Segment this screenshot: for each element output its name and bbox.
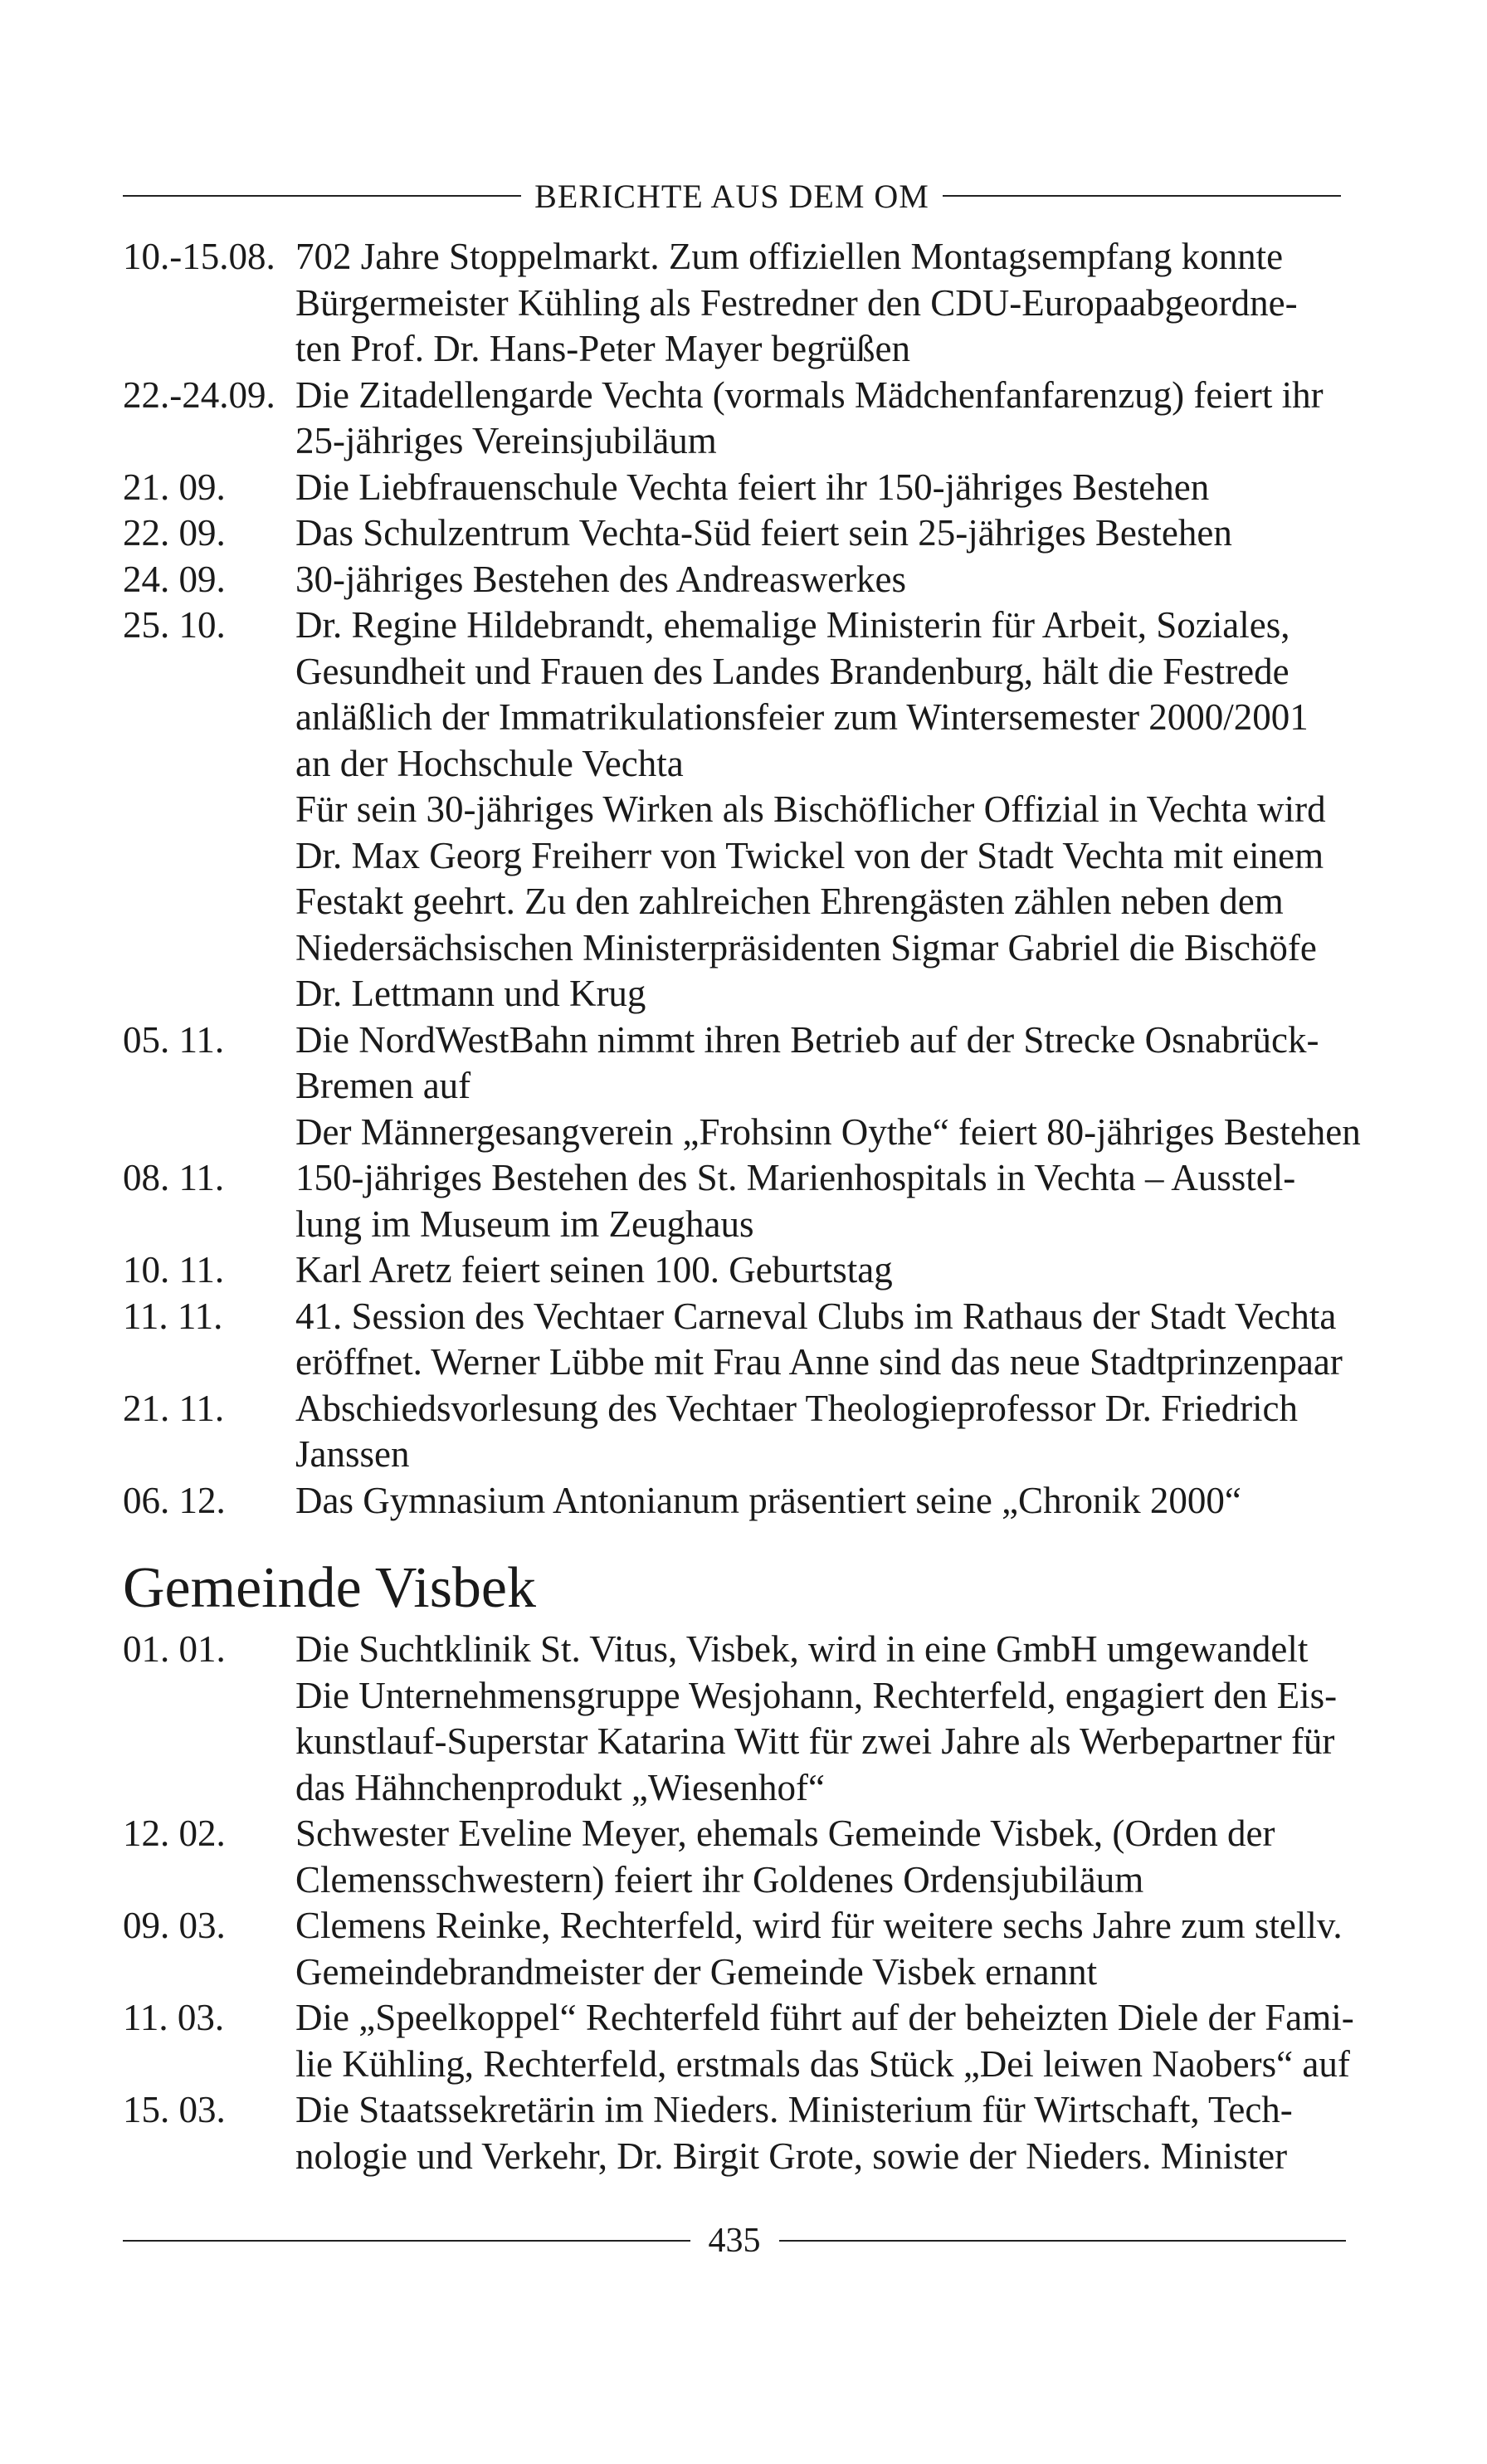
entry-text-line: Clemensschwestern) feiert ihr Goldenes Ordensjubiläum	[295, 1858, 1144, 1900]
entry-text	[295, 1478, 1346, 1525]
entry-text-line: Abschiedsvorlesung des Vechtaer Theologieprofessor Dr. Friedrich	[295, 1387, 1299, 1429]
entry-text	[295, 557, 1346, 603]
entry-text	[295, 603, 1346, 1017]
chronicle-entry	[123, 1247, 1346, 1294]
entry-date: 12. 02.	[123, 1813, 226, 1854]
chronicle-entry	[123, 1017, 1361, 1156]
entry-text-line: Das Schulzentrum Vechta-Süd feiert sein 25-jähriges Bestehen	[295, 512, 1232, 554]
chronicle-entry	[123, 1627, 1346, 1811]
entry-text-line: 150-jähriges Bestehen des St. Marienhospitals in Vechta – Ausstel-	[295, 1157, 1296, 1198]
entry-text-line: 41. Session des Vechtaer Carneval Clubs im Rathaus der Stadt Vechta	[295, 1295, 1337, 1337]
entry-text	[295, 1811, 1346, 1903]
entry-date: 05. 11.	[123, 1018, 225, 1061]
chronicle-entry	[123, 2087, 1346, 2179]
entry-date: 01. 01.	[123, 1628, 226, 1670]
entry-text-line: das Hähnchenprodukt „Wiesenhof“	[295, 1766, 825, 1808]
running-title: BERICHTE AUS DEM OM	[534, 177, 929, 215]
entry-text-line: Die Staatssekretärin im Nieders. Ministerium für Wirtschaft, Tech-	[295, 2089, 1293, 2130]
entry-text-line: Clemens Reinke, Rechterfeld, wird für weitere sechs Jahre zum stellv.	[295, 1905, 1343, 1946]
entry-text-line: an der Hochschule Vechta	[295, 742, 684, 784]
page-number: 435	[708, 2222, 761, 2260]
entry-text-line: Gesundheit und Frauen des Landes Brandenburg, hält die Festrede	[295, 650, 1290, 692]
entry-text	[295, 510, 1346, 557]
entry-date: 09. 03.	[123, 1905, 226, 1946]
entry-text-line: lie Kühling, Rechterfeld, erstmals das Stück „Dei leiwen Naobers“ auf	[295, 2042, 1350, 2085]
running-header	[123, 173, 1341, 219]
chronicle-entry	[123, 1811, 1346, 1903]
entry-text-line: Die Zitadellengarde Vechta (vormals Mädchenfanfarenzug) feiert ihr	[295, 373, 1324, 416]
entry-text-line: Die Unternehmensgruppe Wesjohann, Rechterfeld, engagiert den Eis-	[295, 1674, 1338, 1716]
entry-text-line: Gemeindebrandmeister der Gemeinde Visbek ernannt	[295, 1950, 1098, 1993]
entry-date: 11. 03.	[123, 1997, 225, 2038]
chronicle-entry	[123, 373, 1346, 465]
entry-date: 22. 09.	[123, 512, 226, 554]
entry-text-line: ten Prof. Dr. Hans-Peter Mayer begrüßen	[295, 328, 911, 369]
chronicle-entry	[123, 1294, 1346, 1386]
entry-text	[295, 373, 1346, 465]
entry-date: 08. 11.	[123, 1157, 225, 1198]
entry-text-line: Dr. Lettmann und Krug	[295, 973, 646, 1014]
entry-text-line: kunstlauf-Superstar Katarina Witt für zwei Jahre als Werbepartner für	[295, 1720, 1335, 1762]
section-heading: Gemeinde Visbek	[123, 1556, 536, 1620]
footer-rule-right	[779, 2240, 1347, 2242]
entry-text-line: Dr. Regine Hildebrandt, ehemalige Ministerin für Arbeit, Soziales,	[295, 604, 1290, 646]
entry-date: 24. 09.	[123, 558, 226, 600]
entry-text-line: anläßlich der Immatrikulationsfeier zum Wintersemester 2000/2001	[295, 696, 1309, 738]
entry-text-line: Die NordWestBahn nimmt ihren Betrieb auf der Strecke Osnabrück-	[295, 1018, 1319, 1061]
footer-rule-left	[123, 2240, 690, 2242]
header-rule-right	[943, 195, 1341, 197]
entry-text-line: Die „Speelkoppel“ Rechterfeld führt auf der beheizten Diele der Fami-	[295, 1997, 1354, 2038]
entry-text	[295, 2087, 1346, 2179]
entry-text	[295, 1386, 1346, 1478]
chronicle-entry	[123, 1155, 1346, 1247]
entry-text	[295, 1294, 1346, 1386]
chronicle-entry	[123, 1478, 1346, 1525]
entry-date: 06. 12.	[123, 1479, 226, 1521]
chronicle-entry	[123, 557, 1346, 603]
entry-date: 25. 10.	[123, 604, 226, 646]
entry-text	[295, 1017, 1361, 1156]
entry-text-line: 702 Jahre Stoppelmarkt. Zum offiziellen Montagsempfang konnte	[295, 236, 1284, 277]
entry-text-line: Festakt geehrt. Zu den zahlreichen Ehrengästen zählen neben dem	[295, 881, 1284, 922]
entry-text	[295, 1247, 1346, 1294]
entry-date: 15. 03.	[123, 2089, 226, 2130]
entry-text-line: Schwester Eveline Meyer, ehemals Gemeinde Visbek, (Orden der	[295, 1813, 1275, 1854]
chronicle-entry	[123, 234, 1346, 373]
entry-text-line: Dr. Max Georg Freiherr von Twickel von der Stadt Vechta mit einem	[295, 834, 1324, 876]
chronicle-entry	[123, 1386, 1346, 1478]
entry-text-line: Karl Aretz feiert seinen 100. Geburtstag	[295, 1249, 893, 1291]
entry-text-line: Die Liebfrauenschule Vechta feiert ihr 150-jähriges Bestehen	[295, 466, 1210, 508]
chronicle-entry	[123, 510, 1346, 557]
entry-text-line: Der Männergesangverein „Frohsinn Oythe“ feiert 80-jähriges Bestehen	[295, 1110, 1361, 1153]
chronicle-entry	[123, 465, 1346, 511]
entry-text	[295, 1995, 1354, 2087]
entry-text-line: 25-jähriges Vereinsjubiläum	[295, 420, 717, 461]
entry-text-line: Niedersächsischen Ministerpräsidenten Sigmar Gabriel die Bischöfe	[295, 926, 1317, 969]
entry-text	[295, 1903, 1346, 1995]
entry-text-line: Bürgermeister Kühling als Festredner den CDU-Europaabgeordne-	[295, 281, 1298, 324]
entry-text	[295, 234, 1346, 373]
entry-date: 22.-24.09.	[123, 373, 275, 416]
entry-text-line: Für sein 30-jähriges Wirken als Bischöflicher Offizial in Vechta wird	[295, 788, 1326, 830]
chronicle-list-visbek	[123, 1627, 1354, 2179]
entry-text-line: 30-jähriges Bestehen des Andreaswerkes	[295, 558, 907, 600]
entry-text-line: Janssen	[295, 1433, 410, 1475]
entry-text	[295, 1627, 1346, 1811]
page-content	[123, 234, 1361, 2179]
chronicle-list-vechta	[123, 234, 1361, 1524]
header-rule-left	[123, 195, 521, 197]
chronicle-entry	[123, 1903, 1346, 1995]
entry-text-line: Die Suchtklinik St. Vitus, Visbek, wird in eine GmbH umgewandelt	[295, 1628, 1309, 1670]
entry-text	[295, 1155, 1346, 1247]
chronicle-entry	[123, 603, 1346, 1017]
entry-text-line: eröffnet. Werner Lübbe mit Frau Anne sind das neue Stadtprinzenpaar	[295, 1341, 1343, 1383]
entry-date: 21. 09.	[123, 466, 226, 508]
entry-text-line: nologie und Verkehr, Dr. Birgit Grote, sowie der Nieders. Minister	[295, 2135, 1288, 2177]
page-footer	[123, 2214, 1346, 2267]
entry-text	[295, 465, 1346, 511]
entry-date: 21. 11.	[123, 1387, 225, 1429]
entry-date: 10.-15.08.	[123, 236, 275, 277]
entry-text-line: Das Gymnasium Antonianum präsentiert seine „Chronik 2000“	[295, 1479, 1241, 1521]
entry-date: 10. 11.	[123, 1249, 225, 1291]
entry-text-line: Bremen auf	[295, 1065, 471, 1106]
entry-date: 11. 11.	[123, 1295, 223, 1337]
chronicle-entry	[123, 1995, 1354, 2087]
entry-text-line: lung im Museum im Zeughaus	[295, 1203, 754, 1245]
